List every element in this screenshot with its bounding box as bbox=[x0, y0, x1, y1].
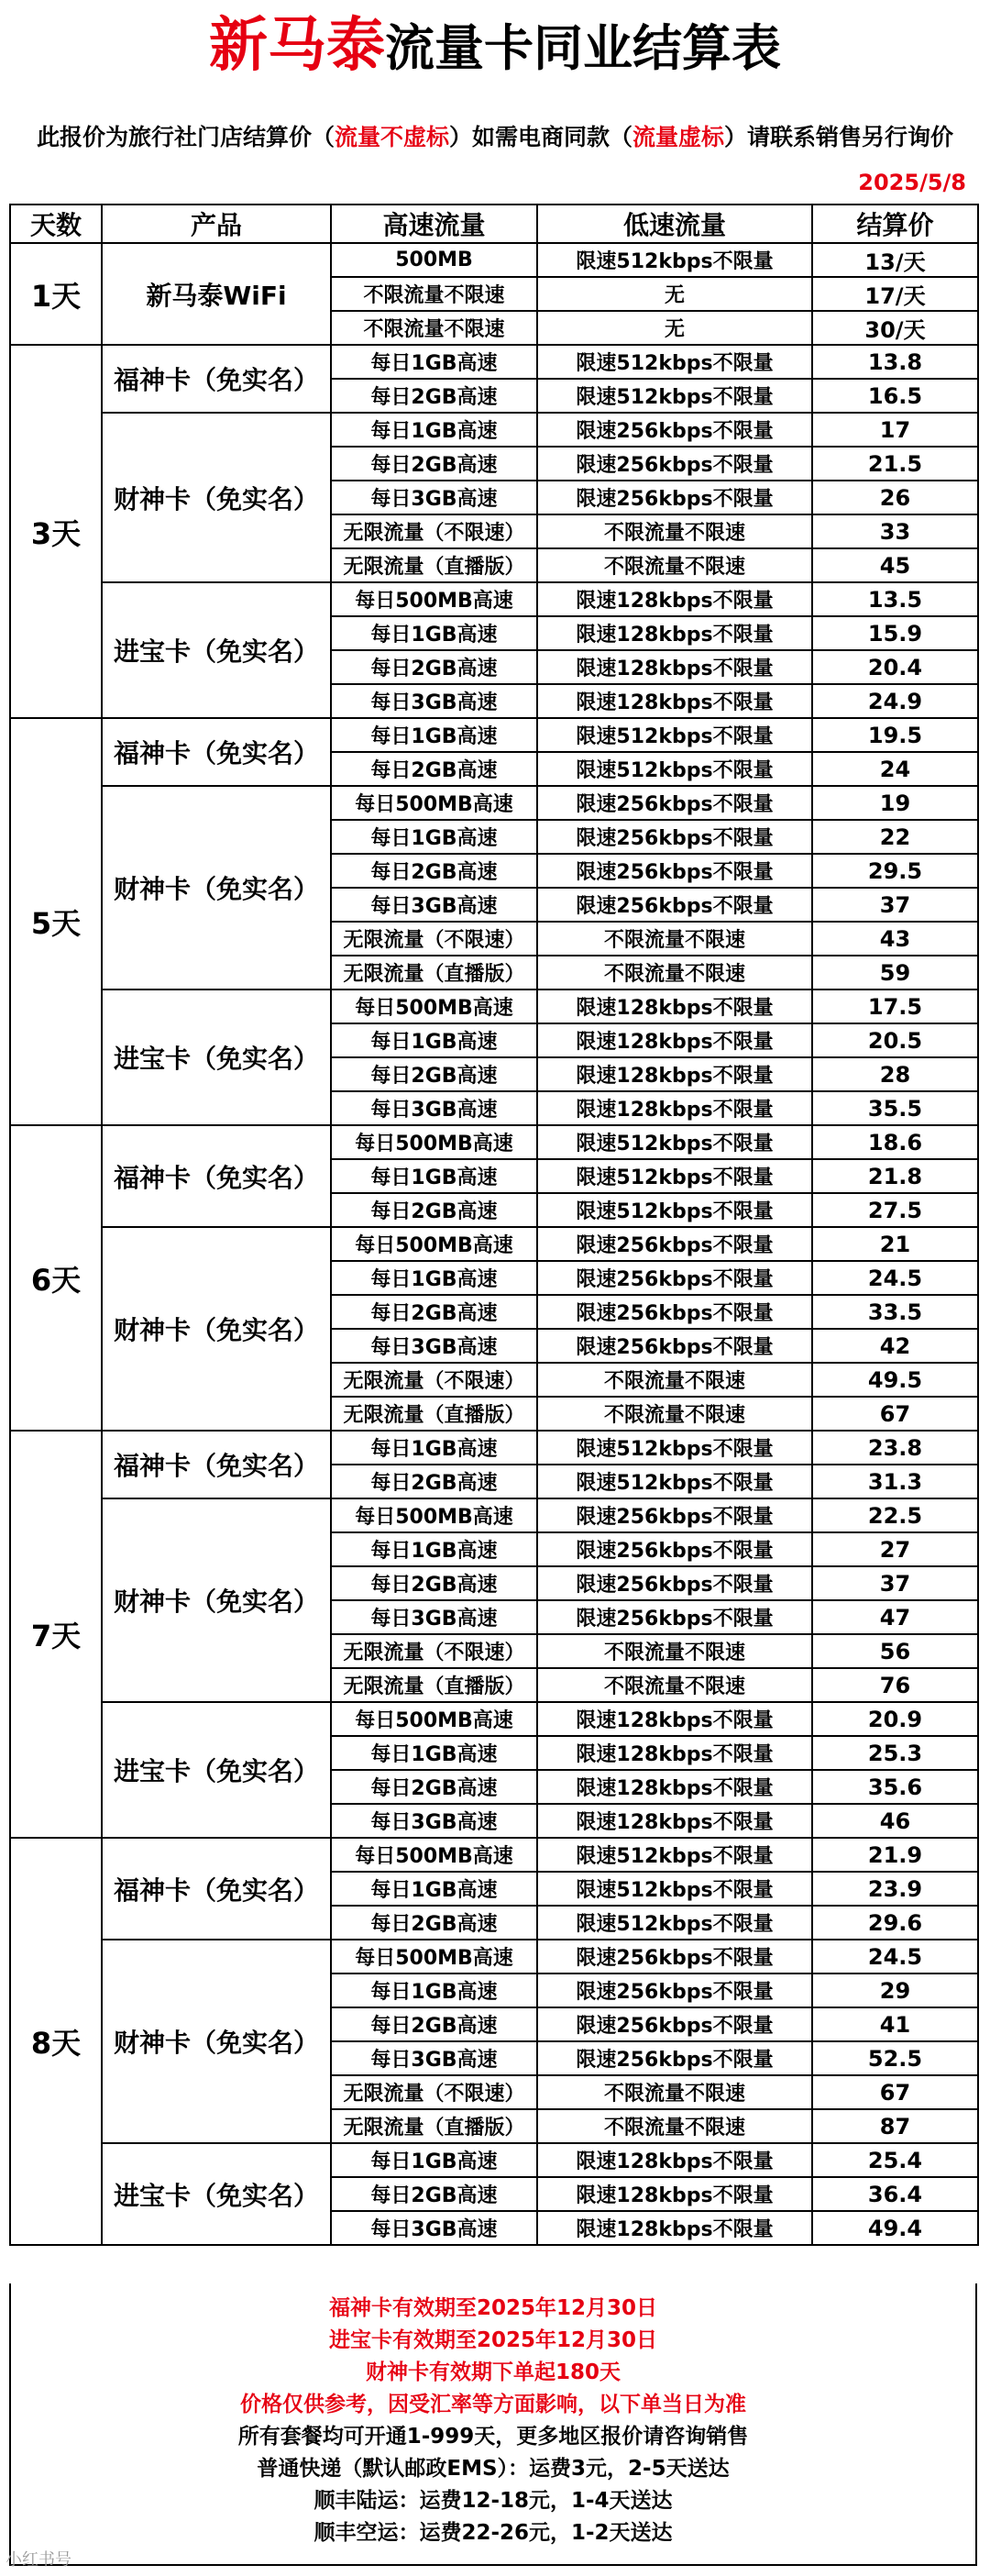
notice-text: 此报价为旅行社门店结算价（ bbox=[36, 124, 335, 150]
price-cell: 30/天 bbox=[812, 311, 978, 345]
high-speed-cell: 每日1GB高速 bbox=[331, 616, 537, 650]
low-speed-cell: 限速256kbps不限量 bbox=[537, 2007, 812, 2041]
high-speed-cell: 每日1GB高速 bbox=[331, 1159, 537, 1193]
notice-highlight: 流量虚标 bbox=[632, 124, 725, 150]
col-header-days: 天数 bbox=[10, 205, 102, 243]
price-cell: 13/天 bbox=[812, 243, 978, 277]
high-speed-cell: 每日3GB高速 bbox=[331, 2211, 537, 2245]
table-header-row bbox=[10, 205, 978, 243]
price-cell: 20.9 bbox=[812, 1702, 978, 1736]
table-row bbox=[10, 786, 978, 820]
high-speed-cell: 每日2GB高速 bbox=[331, 1770, 537, 1804]
high-speed-cell: 每日1GB高速 bbox=[331, 1973, 537, 2007]
price-cell: 24.9 bbox=[812, 684, 978, 718]
high-speed-cell: 每日1GB高速 bbox=[331, 1023, 537, 1057]
watermark: 小红书号 bbox=[6, 2550, 72, 2570]
low-speed-cell: 限速256kbps不限量 bbox=[537, 1498, 812, 1532]
price-cell: 31.3 bbox=[812, 1465, 978, 1498]
low-speed-cell: 限速256kbps不限量 bbox=[537, 481, 812, 514]
low-speed-cell: 限速256kbps不限量 bbox=[537, 820, 812, 854]
high-speed-cell: 每日2GB高速 bbox=[331, 2007, 537, 2041]
price-cell: 21 bbox=[812, 1227, 978, 1261]
low-speed-cell: 限速512kbps不限量 bbox=[537, 1838, 812, 1872]
price-cell: 45 bbox=[812, 548, 978, 582]
footer-note: 顺丰陆运：运费12-18元，1-4天送达 bbox=[314, 2489, 673, 2513]
price-cell: 19 bbox=[812, 786, 978, 820]
high-speed-cell: 无限流量（不限速） bbox=[331, 922, 537, 956]
high-speed-cell: 每日500MB高速 bbox=[331, 1838, 537, 1872]
product-cell: 进宝卡（免实名） bbox=[102, 1702, 331, 1838]
price-cell: 49.5 bbox=[812, 1363, 978, 1397]
day-cell: 7天 bbox=[10, 1431, 102, 1838]
low-speed-cell: 限速128kbps不限量 bbox=[537, 2143, 812, 2177]
title-text: 流量卡同业结算表 bbox=[385, 19, 781, 77]
low-speed-cell: 无 bbox=[537, 311, 812, 345]
high-speed-cell: 每日1GB高速 bbox=[331, 2143, 537, 2177]
low-speed-cell: 限速256kbps不限量 bbox=[537, 447, 812, 481]
low-speed-cell: 限速512kbps不限量 bbox=[537, 1159, 812, 1193]
high-speed-cell: 每日3GB高速 bbox=[331, 481, 537, 514]
table-row bbox=[10, 413, 978, 447]
price-cell: 52.5 bbox=[812, 2041, 978, 2075]
high-speed-cell: 每日3GB高速 bbox=[331, 2041, 537, 2075]
day-cell: 6天 bbox=[10, 1125, 102, 1431]
high-speed-cell: 每日500MB高速 bbox=[331, 1498, 537, 1532]
title-brand: 新马泰 bbox=[209, 12, 385, 80]
footer-red-note: 进宝卡有效期至2025年12月30日 bbox=[328, 2328, 658, 2352]
high-speed-cell: 每日1GB高速 bbox=[331, 1431, 537, 1465]
price-cell: 26 bbox=[812, 481, 978, 514]
high-speed-cell: 无限流量（直播版） bbox=[331, 1397, 537, 1431]
low-speed-cell: 限速128kbps不限量 bbox=[537, 1804, 812, 1838]
high-speed-cell: 无限流量（不限速） bbox=[331, 514, 537, 548]
price-cell: 20.5 bbox=[812, 1023, 978, 1057]
price-cell: 23.9 bbox=[812, 1872, 978, 1906]
price-cell: 67 bbox=[812, 1397, 978, 1431]
table-row bbox=[10, 243, 978, 277]
table-body bbox=[10, 243, 978, 2245]
product-cell: 财神卡（免实名） bbox=[102, 413, 331, 582]
price-cell: 25.3 bbox=[812, 1736, 978, 1770]
high-speed-cell: 500MB bbox=[331, 243, 537, 277]
low-speed-cell: 不限流量不限速 bbox=[537, 1397, 812, 1431]
low-speed-cell: 不限流量不限速 bbox=[537, 548, 812, 582]
table-row bbox=[10, 989, 978, 1023]
price-cell: 37 bbox=[812, 888, 978, 922]
low-speed-cell: 限速128kbps不限量 bbox=[537, 1736, 812, 1770]
price-cell: 43 bbox=[812, 922, 978, 956]
low-speed-cell: 不限流量不限速 bbox=[537, 2075, 812, 2109]
price-cell: 67 bbox=[812, 2075, 978, 2109]
product-cell: 福神卡（免实名） bbox=[102, 1431, 331, 1498]
product-cell: 新马泰WiFi bbox=[102, 243, 331, 345]
low-speed-cell: 限速256kbps不限量 bbox=[537, 1532, 812, 1566]
price-cell: 21.5 bbox=[812, 447, 978, 481]
high-speed-cell: 每日2GB高速 bbox=[331, 1566, 537, 1600]
product-cell: 福神卡（免实名） bbox=[102, 1125, 331, 1227]
low-speed-cell: 限速256kbps不限量 bbox=[537, 1940, 812, 1973]
price-cell: 27.5 bbox=[812, 1193, 978, 1227]
high-speed-cell: 不限流量不限速 bbox=[331, 311, 537, 345]
day-cell: 8天 bbox=[10, 1838, 102, 2245]
price-cell: 29.5 bbox=[812, 854, 978, 888]
price-cell: 49.4 bbox=[812, 2211, 978, 2245]
low-speed-cell: 不限流量不限速 bbox=[537, 2109, 812, 2143]
table-row bbox=[10, 345, 978, 379]
col-header-high-speed: 高速流量 bbox=[331, 205, 537, 243]
high-speed-cell: 无限流量（直播版） bbox=[331, 2109, 537, 2143]
low-speed-cell: 限速256kbps不限量 bbox=[537, 786, 812, 820]
high-speed-cell: 无限流量（不限速） bbox=[331, 1634, 537, 1668]
notice-highlight: 流量不虚标 bbox=[334, 124, 449, 150]
price-cell: 56 bbox=[812, 1634, 978, 1668]
price-cell: 35.6 bbox=[812, 1770, 978, 1804]
price-cell: 15.9 bbox=[812, 616, 978, 650]
product-cell: 福神卡（免实名） bbox=[102, 718, 331, 786]
high-speed-cell: 无限流量（不限速） bbox=[331, 1363, 537, 1397]
table-row bbox=[10, 718, 978, 752]
high-speed-cell: 每日500MB高速 bbox=[331, 1227, 537, 1261]
high-speed-cell: 每日2GB高速 bbox=[331, 1465, 537, 1498]
table-row bbox=[10, 582, 978, 616]
high-speed-cell: 每日500MB高速 bbox=[331, 1940, 537, 1973]
price-cell: 42 bbox=[812, 1329, 978, 1363]
high-speed-cell: 每日3GB高速 bbox=[331, 1804, 537, 1838]
price-cell: 24.5 bbox=[812, 1261, 978, 1295]
low-speed-cell: 限速128kbps不限量 bbox=[537, 2211, 812, 2245]
product-cell: 福神卡（免实名） bbox=[102, 1838, 331, 1940]
low-speed-cell: 不限流量不限速 bbox=[537, 956, 812, 989]
low-speed-cell: 不限流量不限速 bbox=[537, 1363, 812, 1397]
low-speed-cell: 限速256kbps不限量 bbox=[537, 888, 812, 922]
price-cell: 35.5 bbox=[812, 1091, 978, 1125]
low-speed-cell: 不限流量不限速 bbox=[537, 514, 812, 548]
price-cell: 13.8 bbox=[812, 345, 978, 379]
low-speed-cell: 限速512kbps不限量 bbox=[537, 1465, 812, 1498]
product-cell: 进宝卡（免实名） bbox=[102, 989, 331, 1125]
low-speed-cell: 限速512kbps不限量 bbox=[537, 718, 812, 752]
low-speed-cell: 无 bbox=[537, 277, 812, 311]
low-speed-cell: 限速128kbps不限量 bbox=[537, 650, 812, 684]
high-speed-cell: 每日3GB高速 bbox=[331, 888, 537, 922]
high-speed-cell: 每日500MB高速 bbox=[331, 989, 537, 1023]
low-speed-cell: 限速128kbps不限量 bbox=[537, 1057, 812, 1091]
high-speed-cell: 每日3GB高速 bbox=[331, 684, 537, 718]
high-speed-cell: 每日2GB高速 bbox=[331, 1906, 537, 1940]
product-cell: 福神卡（免实名） bbox=[102, 345, 331, 413]
high-speed-cell: 每日2GB高速 bbox=[331, 752, 537, 786]
price-cell: 24 bbox=[812, 752, 978, 786]
low-speed-cell: 限速512kbps不限量 bbox=[537, 752, 812, 786]
product-cell: 进宝卡（免实名） bbox=[102, 2143, 331, 2245]
low-speed-cell: 限速256kbps不限量 bbox=[537, 1227, 812, 1261]
footer-note: 普通快递（默认邮政EMS）：运费3元，2-5天送达 bbox=[257, 2457, 730, 2481]
low-speed-cell: 限速128kbps不限量 bbox=[537, 1023, 812, 1057]
high-speed-cell: 每日1GB高速 bbox=[331, 718, 537, 752]
table-row bbox=[10, 1125, 978, 1159]
low-speed-cell: 限速256kbps不限量 bbox=[537, 1566, 812, 1600]
price-cell: 21.9 bbox=[812, 1838, 978, 1872]
day-cell: 3天 bbox=[10, 345, 102, 718]
price-cell: 25.4 bbox=[812, 2143, 978, 2177]
price-cell: 17 bbox=[812, 413, 978, 447]
high-speed-cell: 不限流量不限速 bbox=[331, 277, 537, 311]
footer-notes bbox=[9, 2283, 977, 2566]
high-speed-cell: 每日500MB高速 bbox=[331, 582, 537, 616]
footer-red-note: 财神卡有效期下单起180天 bbox=[365, 2360, 621, 2384]
high-speed-cell: 无限流量（直播版） bbox=[331, 1668, 537, 1702]
price-cell: 16.5 bbox=[812, 379, 978, 413]
price-cell: 17/天 bbox=[812, 277, 978, 311]
low-speed-cell: 限速256kbps不限量 bbox=[537, 1261, 812, 1295]
high-speed-cell: 每日1GB高速 bbox=[331, 1736, 537, 1770]
price-cell: 87 bbox=[812, 2109, 978, 2143]
day-cell: 5天 bbox=[10, 718, 102, 1125]
product-cell: 进宝卡（免实名） bbox=[102, 582, 331, 718]
low-speed-cell: 限速512kbps不限量 bbox=[537, 1906, 812, 1940]
low-speed-cell: 限速128kbps不限量 bbox=[537, 1770, 812, 1804]
price-cell: 27 bbox=[812, 1532, 978, 1566]
high-speed-cell: 每日2GB高速 bbox=[331, 1193, 537, 1227]
price-cell: 36.4 bbox=[812, 2177, 978, 2211]
low-speed-cell: 不限流量不限速 bbox=[537, 1668, 812, 1702]
low-speed-cell: 限速128kbps不限量 bbox=[537, 616, 812, 650]
date-label: 2025/5/8 bbox=[858, 170, 966, 195]
notice-text: ）请联系销售另行询价 bbox=[724, 124, 954, 150]
low-speed-cell: 限速512kbps不限量 bbox=[537, 345, 812, 379]
price-table bbox=[9, 204, 979, 2246]
col-header-low-speed: 低速流量 bbox=[537, 205, 812, 243]
price-cell: 23.8 bbox=[812, 1431, 978, 1465]
low-speed-cell: 限速256kbps不限量 bbox=[537, 2041, 812, 2075]
high-speed-cell: 每日2GB高速 bbox=[331, 2177, 537, 2211]
low-speed-cell: 限速256kbps不限量 bbox=[537, 1600, 812, 1634]
low-speed-cell: 不限流量不限速 bbox=[537, 922, 812, 956]
table-row bbox=[10, 1227, 978, 1261]
high-speed-cell: 每日2GB高速 bbox=[331, 854, 537, 888]
day-cell: 1天 bbox=[10, 243, 102, 345]
low-speed-cell: 限速512kbps不限量 bbox=[537, 1431, 812, 1465]
low-speed-cell: 限速128kbps不限量 bbox=[537, 684, 812, 718]
price-cell: 21.8 bbox=[812, 1159, 978, 1193]
price-cell: 46 bbox=[812, 1804, 978, 1838]
high-speed-cell: 每日2GB高速 bbox=[331, 1295, 537, 1329]
price-cell: 22 bbox=[812, 820, 978, 854]
price-cell: 41 bbox=[812, 2007, 978, 2041]
low-speed-cell: 限速512kbps不限量 bbox=[537, 1125, 812, 1159]
notice-text: ）如需电商同款（ bbox=[448, 124, 632, 150]
high-speed-cell: 每日2GB高速 bbox=[331, 650, 537, 684]
high-speed-cell: 无限流量（不限速） bbox=[331, 2075, 537, 2109]
high-speed-cell: 每日500MB高速 bbox=[331, 1125, 537, 1159]
low-speed-cell: 限速128kbps不限量 bbox=[537, 2177, 812, 2211]
low-speed-cell: 限速128kbps不限量 bbox=[537, 582, 812, 616]
col-header-price: 结算价 bbox=[812, 205, 978, 243]
price-cell: 24.5 bbox=[812, 1940, 978, 1973]
low-speed-cell: 限速128kbps不限量 bbox=[537, 1091, 812, 1125]
low-speed-cell: 限速256kbps不限量 bbox=[537, 854, 812, 888]
low-speed-cell: 限速256kbps不限量 bbox=[537, 1973, 812, 2007]
footer-note: 所有套餐均可开通1-999天，更多地区报价请咨询销售 bbox=[237, 2425, 749, 2449]
high-speed-cell: 每日1GB高速 bbox=[331, 1261, 537, 1295]
price-cell: 33.5 bbox=[812, 1295, 978, 1329]
product-cell: 财神卡（免实名） bbox=[102, 1498, 331, 1702]
low-speed-cell: 限速512kbps不限量 bbox=[537, 243, 812, 277]
low-speed-cell: 限速256kbps不限量 bbox=[537, 413, 812, 447]
high-speed-cell: 每日1GB高速 bbox=[331, 1872, 537, 1906]
price-cell: 28 bbox=[812, 1057, 978, 1091]
low-speed-cell: 限速128kbps不限量 bbox=[537, 989, 812, 1023]
price-cell: 47 bbox=[812, 1600, 978, 1634]
product-cell: 财神卡（免实名） bbox=[102, 1940, 331, 2143]
high-speed-cell: 每日500MB高速 bbox=[331, 1702, 537, 1736]
high-speed-cell: 每日1GB高速 bbox=[331, 1532, 537, 1566]
table-row bbox=[10, 1838, 978, 1872]
price-cell: 33 bbox=[812, 514, 978, 548]
price-cell: 29 bbox=[812, 1973, 978, 2007]
high-speed-cell: 无限流量（直播版） bbox=[331, 956, 537, 989]
high-speed-cell: 每日2GB高速 bbox=[331, 379, 537, 413]
high-speed-cell: 每日3GB高速 bbox=[331, 1091, 537, 1125]
pricing-notice bbox=[0, 119, 990, 152]
high-speed-cell: 每日1GB高速 bbox=[331, 820, 537, 854]
high-speed-cell: 每日3GB高速 bbox=[331, 1600, 537, 1634]
page-title bbox=[0, 9, 990, 83]
product-cell: 财神卡（免实名） bbox=[102, 786, 331, 989]
table-row bbox=[10, 1940, 978, 1973]
price-cell: 13.5 bbox=[812, 582, 978, 616]
price-cell: 29.6 bbox=[812, 1906, 978, 1940]
high-speed-cell: 无限流量（直播版） bbox=[331, 548, 537, 582]
high-speed-cell: 每日3GB高速 bbox=[331, 1329, 537, 1363]
high-speed-cell: 每日1GB高速 bbox=[331, 345, 537, 379]
price-cell: 76 bbox=[812, 1668, 978, 1702]
table-row bbox=[10, 1498, 978, 1532]
high-speed-cell: 每日2GB高速 bbox=[331, 447, 537, 481]
high-speed-cell: 每日500MB高速 bbox=[331, 786, 537, 820]
price-cell: 19.5 bbox=[812, 718, 978, 752]
low-speed-cell: 限速512kbps不限量 bbox=[537, 1872, 812, 1906]
table-row bbox=[10, 1702, 978, 1736]
price-cell: 20.4 bbox=[812, 650, 978, 684]
product-cell: 财神卡（免实名） bbox=[102, 1227, 331, 1431]
price-cell: 37 bbox=[812, 1566, 978, 1600]
low-speed-cell: 不限流量不限速 bbox=[537, 1634, 812, 1668]
low-speed-cell: 限速256kbps不限量 bbox=[537, 1329, 812, 1363]
table-row bbox=[10, 1431, 978, 1465]
footer-red-note: 福神卡有效期至2025年12月30日 bbox=[328, 2296, 658, 2320]
low-speed-cell: 限速256kbps不限量 bbox=[537, 1295, 812, 1329]
col-header-product: 产品 bbox=[102, 205, 331, 243]
price-cell: 22.5 bbox=[812, 1498, 978, 1532]
footer-note: 顺丰空运：运费22-26元，1-2天送达 bbox=[314, 2521, 673, 2545]
footer-red-note: 价格仅供参考，因受汇率等方面影响，以下单当日为准 bbox=[240, 2393, 746, 2416]
high-speed-cell: 每日1GB高速 bbox=[331, 413, 537, 447]
price-cell: 59 bbox=[812, 956, 978, 989]
price-cell: 17.5 bbox=[812, 989, 978, 1023]
price-cell: 18.6 bbox=[812, 1125, 978, 1159]
low-speed-cell: 限速512kbps不限量 bbox=[537, 379, 812, 413]
high-speed-cell: 每日2GB高速 bbox=[331, 1057, 537, 1091]
table-row bbox=[10, 2143, 978, 2177]
low-speed-cell: 限速512kbps不限量 bbox=[537, 1193, 812, 1227]
low-speed-cell: 限速128kbps不限量 bbox=[537, 1702, 812, 1736]
